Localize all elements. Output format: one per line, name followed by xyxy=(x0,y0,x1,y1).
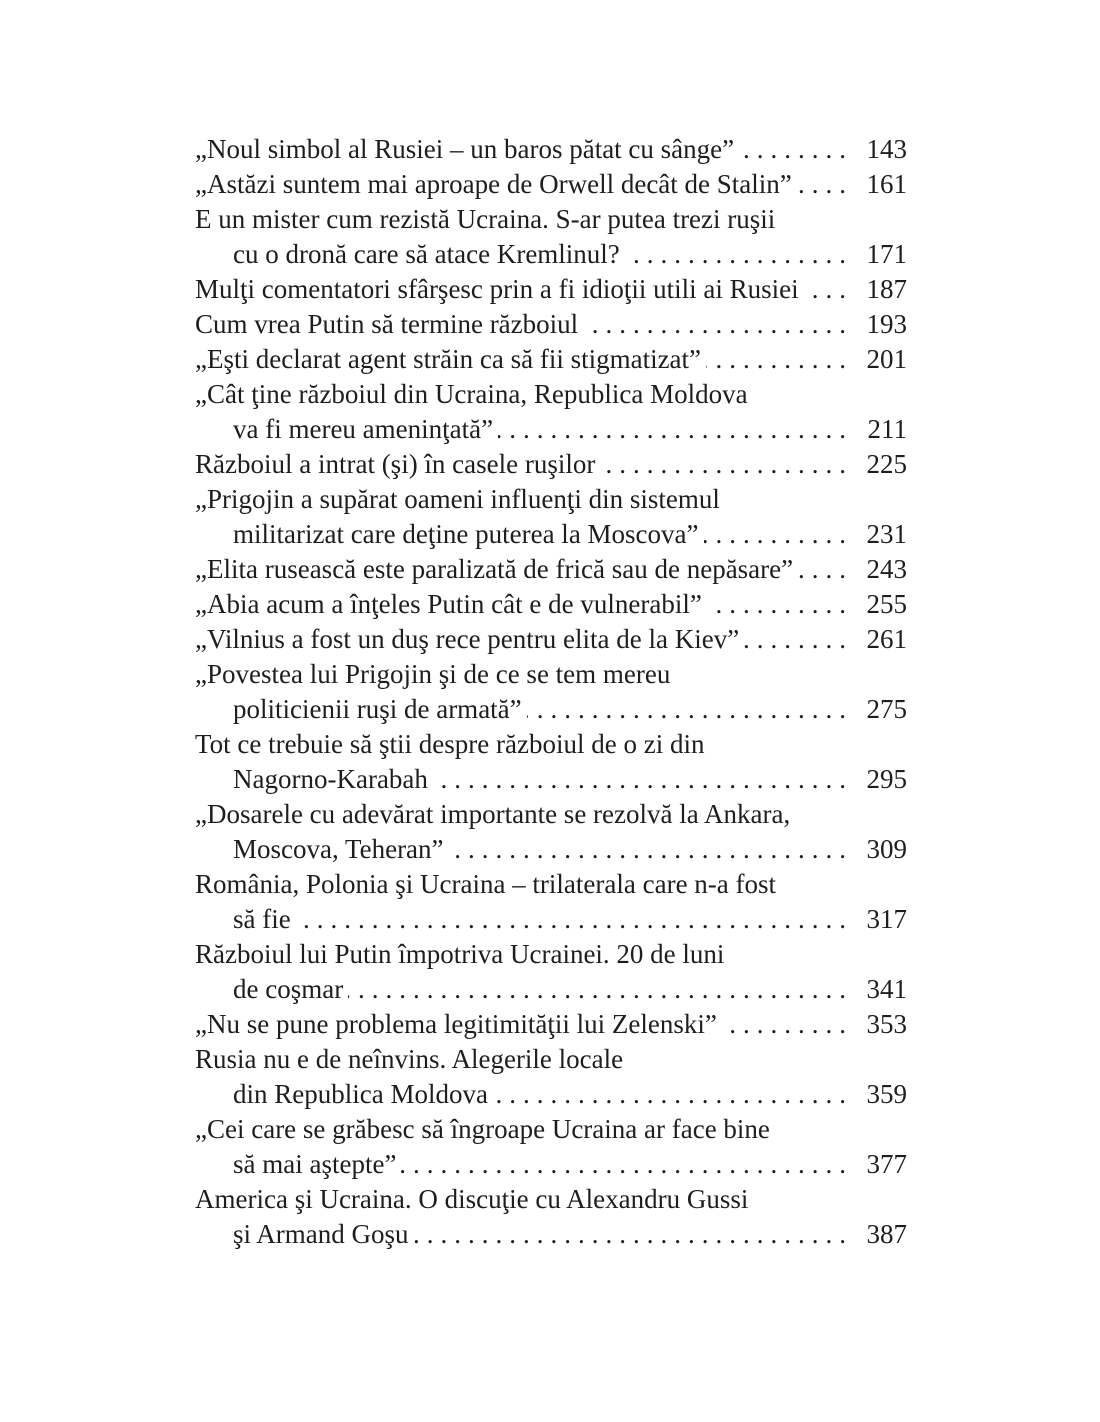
toc-entry-text: „Cât ţine războiul din Ucraina, Republica Moldova xyxy=(195,379,748,409)
toc-entry xyxy=(195,342,907,377)
toc-entry-text: va fi mereu ameninţată” xyxy=(233,414,494,444)
page-number: 161 xyxy=(866,169,907,199)
dot-leader xyxy=(739,132,853,167)
toc-entry xyxy=(195,657,907,727)
page-number: 341 xyxy=(866,974,907,1004)
dot-leader xyxy=(493,1077,853,1112)
toc-entry-title-line xyxy=(195,587,907,622)
toc-entry xyxy=(195,1112,907,1182)
toc-entry-title-line xyxy=(195,272,907,307)
table-of-contents xyxy=(195,132,907,1252)
toc-entry-text: „Astăzi suntem mai aproape de Orwell decât de Stalin” xyxy=(195,169,792,199)
toc-entry-continuation-line xyxy=(195,832,907,867)
dot-leader xyxy=(722,1007,853,1042)
toc-entry-text: cu o dronă care să atace Kremlinul? xyxy=(233,239,620,269)
dot-leader xyxy=(498,412,853,447)
toc-entry-continuation-line xyxy=(195,972,907,1007)
toc-entry-continuation-line xyxy=(195,762,907,797)
dot-leader xyxy=(449,832,853,867)
toc-entry-text: „Nu se pune problema legitimităţii lui Zelenski” xyxy=(195,1009,717,1039)
toc-entry-text: să fie xyxy=(233,904,291,934)
toc-entry-text: „Abia acum a înţeles Putin cât e de vulnerabil” xyxy=(195,589,702,619)
page-number: 201 xyxy=(866,344,907,374)
toc-entry-text: Moscova, Teheran” xyxy=(233,834,444,864)
toc-entry-title-line xyxy=(195,552,907,587)
toc-entry xyxy=(195,552,907,587)
toc-entry-text: şi Armand Goşu xyxy=(233,1219,409,1249)
toc-entry-title-line xyxy=(195,1042,907,1077)
page-number: 225 xyxy=(866,449,907,479)
toc-entry-text: „Cei care se grăbesc să îngroape Ucraina ar face bine xyxy=(195,1114,770,1144)
toc-entry-continuation-line xyxy=(195,1077,907,1112)
page-number: 353 xyxy=(866,1009,907,1039)
page-number: 193 xyxy=(866,309,907,339)
toc-entry-text: E un mister cum rezistă Ucraina. S-ar putea trezi ruşii xyxy=(195,204,776,234)
toc-entry-text: Războiul a intrat (şi) în casele ruşilor xyxy=(195,449,596,479)
dot-leader xyxy=(348,972,853,1007)
dot-leader xyxy=(583,307,853,342)
page-number: 359 xyxy=(866,1079,907,1109)
toc-entry xyxy=(195,797,907,867)
dot-leader xyxy=(798,552,853,587)
toc-entry-title-line xyxy=(195,482,907,517)
toc-entry-title-line xyxy=(195,307,907,342)
toc-entry xyxy=(195,447,907,482)
toc-entry xyxy=(195,167,907,202)
toc-entry-title-line xyxy=(195,797,907,832)
toc-entry-text: Războiul lui Putin împotriva Ucrainei. 20 de luni xyxy=(195,939,725,969)
toc-entry xyxy=(195,622,907,657)
toc-entry xyxy=(195,867,907,937)
toc-entry-title-line xyxy=(195,867,907,902)
toc-entry xyxy=(195,377,907,447)
toc-entry-title-line xyxy=(195,167,907,202)
toc-entry-text: America şi Ucraina. O discuţie cu Alexandru Gussi xyxy=(195,1184,749,1214)
dot-leader xyxy=(414,1217,854,1252)
toc-entry xyxy=(195,587,907,622)
toc-entry xyxy=(195,482,907,552)
toc-entry-text: Rusia nu e de neînvins. Alegerile locale xyxy=(195,1044,624,1074)
toc-entry-text: din Republica Moldova xyxy=(233,1079,488,1109)
toc-entry-title-line xyxy=(195,937,907,972)
toc-entry-continuation-line xyxy=(195,517,907,552)
dot-leader xyxy=(600,447,853,482)
toc-entry-text: „Eşti declarat agent străin ca să fii stigmatizat” xyxy=(195,344,702,374)
page-number: 143 xyxy=(866,134,907,164)
toc-entry-text: Tot ce trebuie să ştii despre războiul de o zi din xyxy=(195,729,705,759)
toc-entry-title-line xyxy=(195,202,907,237)
page-number: 171 xyxy=(866,239,907,269)
toc-entry xyxy=(195,937,907,1007)
toc-entry-text: Cum vrea Putin să termine războiul xyxy=(195,309,579,339)
toc-entry xyxy=(195,1042,907,1112)
toc-entry-title-line xyxy=(195,727,907,762)
dot-leader xyxy=(744,622,853,657)
page-number: 295 xyxy=(866,764,907,794)
dot-leader xyxy=(401,1147,853,1182)
toc-entry-continuation-line xyxy=(195,412,907,447)
page-number: 317 xyxy=(866,904,907,934)
page-number: 275 xyxy=(866,694,907,724)
toc-entry-title-line xyxy=(195,342,907,377)
toc-entry-title-line xyxy=(195,132,907,167)
page-number: 231 xyxy=(866,519,907,549)
page-number: 377 xyxy=(866,1149,907,1179)
dot-leader xyxy=(527,692,853,727)
toc-entry xyxy=(195,132,907,167)
toc-entry-continuation-line xyxy=(195,692,907,727)
toc-entry xyxy=(195,202,907,272)
toc-entry-title-line xyxy=(195,447,907,482)
toc-entry-text: militarizat care deţine puterea la Moscova” xyxy=(233,519,699,549)
toc-entry-text: „Noul simbol al Rusiei – un baros pătat cu sânge” xyxy=(195,134,735,164)
toc-entry xyxy=(195,727,907,797)
dot-leader xyxy=(625,237,853,272)
page-number: 243 xyxy=(866,554,907,584)
toc-entry-continuation-line xyxy=(195,902,907,937)
toc-entry-title-line xyxy=(195,1112,907,1147)
toc-entry-text: politicienii ruşi de armată” xyxy=(233,694,522,724)
toc-entry-continuation-line xyxy=(195,1147,907,1182)
toc-entry-text: „Vilnius a fost un duş rece pentru elita de la Kiev” xyxy=(195,624,740,654)
toc-entry-text: „Dosarele cu adevărat importante se rezolvă la Ankara, xyxy=(195,799,791,829)
toc-entry-text: să mai aştepte” xyxy=(233,1149,397,1179)
toc-entry-title-line xyxy=(195,1182,907,1217)
page-number: 309 xyxy=(866,834,907,864)
toc-entry-title-line xyxy=(195,622,907,657)
toc-entry-title-line xyxy=(195,657,907,692)
page-number: 187 xyxy=(866,274,907,304)
dot-leader xyxy=(296,902,853,937)
dot-leader xyxy=(706,342,853,377)
toc-entry xyxy=(195,1182,907,1252)
page-number: 211 xyxy=(867,414,907,444)
toc-entry-text: „Prigojin a supărat oameni influenţi din sistemul xyxy=(195,484,720,514)
dot-leader xyxy=(704,517,853,552)
toc-entry-continuation-line xyxy=(195,237,907,272)
toc-entry-title-line xyxy=(195,377,907,412)
dot-leader xyxy=(707,587,853,622)
toc-entry-title-line xyxy=(195,1007,907,1042)
toc-entry-text: de coşmar xyxy=(233,974,344,1004)
toc-entry xyxy=(195,272,907,307)
dot-leader xyxy=(433,762,853,797)
toc-entry-text: „Elita rusească este paralizată de frică sau de nepăsare” xyxy=(195,554,794,584)
page-number: 255 xyxy=(866,589,907,619)
toc-entry xyxy=(195,1007,907,1042)
toc-entry xyxy=(195,307,907,342)
toc-entry-text: „Povestea lui Prigojin şi de ce se tem mereu xyxy=(195,659,671,689)
toc-entry-text: Nagorno-Karabah xyxy=(233,764,428,794)
page-number: 387 xyxy=(866,1219,907,1249)
toc-entry-continuation-line xyxy=(195,1217,907,1252)
dot-leader xyxy=(797,167,853,202)
toc-entry-text: România, Polonia şi Ucraina – trilaterala care n-a fost xyxy=(195,869,777,899)
page-number: 261 xyxy=(866,624,907,654)
dot-leader xyxy=(804,272,853,307)
toc-entry-text: Mulţi comentatori sfârşesc prin a fi idioţii utili ai Rusiei xyxy=(195,274,799,304)
